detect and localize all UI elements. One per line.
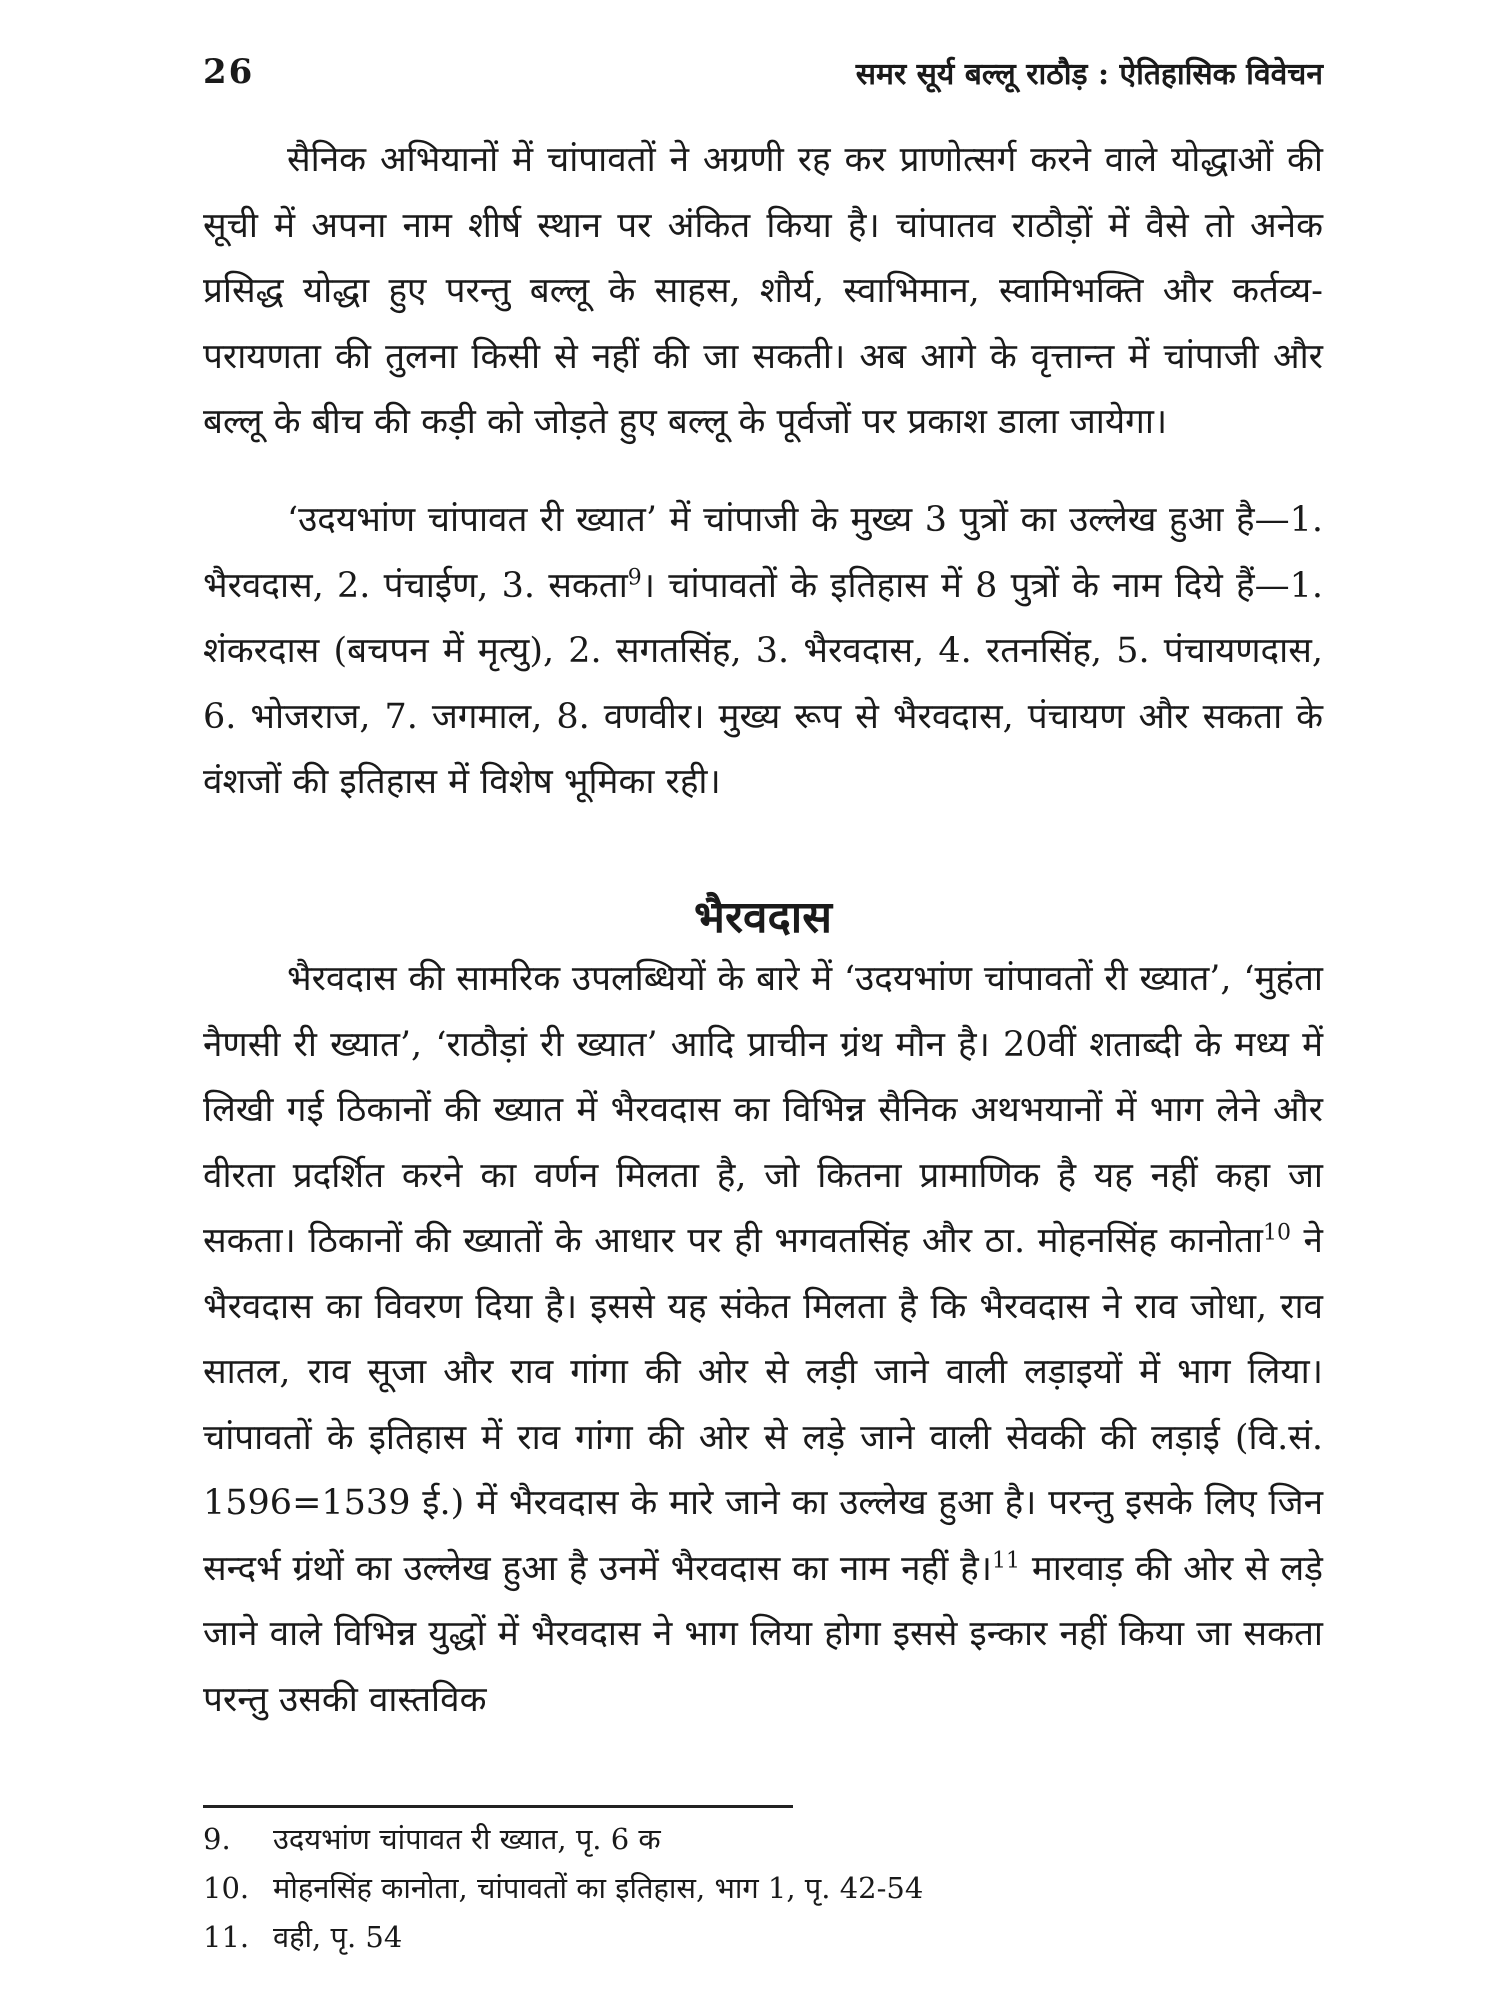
- section-heading: भैरवदास: [694, 892, 832, 943]
- footnote-10: [203, 1864, 1303, 1913]
- footnote-ref-9: 9: [627, 564, 642, 590]
- paragraph-2: [203, 488, 1323, 816]
- running-title: समर सूर्य बल्लू राठौड़ : ऐतिहासिक विवेचन: [855, 57, 1323, 92]
- paragraph-3-text-a: भैरवदास की सामरिक उपलब्धियों के बारे में ‘उदयभांण चांपावतों री ख्यात’, ‘मुहंता नैणसी री ख्यात’, ‘राठौड़ां री ख्यात’ आदि प्राचीन ग्रंथ मौन है। 20वीं शताब्दी के मध्य में लिखी गई ठिकानों की ख्यात में भैरवदास का विभिन्न सैनिक अथभयानों में भाग लेने और वीरता प्रदर्शित करने का वर्णन मिलता है, जो कितना प्रामाणिक है यह नहीं कहा जा सकता। ठिकानों की ख्यातों के आधार पर ही भगवतसिंह और ठा. मोहनसिंह कानोता: [203, 959, 1323, 1261]
- paragraph-1: [203, 128, 1323, 456]
- paragraph-2-text-b: । चांपावतों के इतिहास में 8 पुत्रों के नाम दिये हैं—1. शंकरदास (बचपन में मृत्यु), 2. सगतसिंह, 3. भैरवदास, 4. रतनसिंह, 5. पंचायणदास, 6. भोजराज, 7. जगमाल, 8. वणवीर। मुख्य रूप से भैरवदास, पंचायण और सकता के वंशजों की इतिहास में विशेष भूमिका रही।: [203, 565, 1323, 802]
- footnote-11: [203, 1913, 1303, 1962]
- footnote-text: वही, पृ. 54: [273, 1920, 403, 1954]
- footnote-text: मोहनसिंह कानोता, चांपावतों का इतिहास, भाग 1, पृ. 42-54: [273, 1871, 924, 1905]
- paragraph-3-text-c: मारवाड़ की ओर से लड़े जाने वाले विभिन्न युद्धों में भैरवदास ने भाग लिया होगा इससे इन्कार नहीं किया जा सकता परन्तु उसकी वास्तविक: [203, 1548, 1323, 1720]
- paragraph-3: [203, 947, 1323, 1733]
- page-number: 26: [203, 52, 255, 92]
- footnote-9: [203, 1815, 1303, 1864]
- paragraph-2-text-a: ‘उदयभांण चांपावत री ख्यात’ में चांपाजी के मुख्य 3 पुत्रों का उल्लेख हुआ है—1. भैरवदास, 2. पंचाईण, 3. सकता: [203, 500, 1323, 606]
- footnote-number: 11.: [203, 1920, 250, 1954]
- footnotes: [203, 1815, 1303, 1962]
- paragraph-3-text-b: ने भैरवदास का विवरण दिया है। इससे यह संकेत मिलता है कि भैरवदास ने राव जोधा, राव सातल, राव सूजा और राव गांगा की ओर से लड़ी जाने वाली लड़ाइयों में भाग लिया। चांपावतों के इतिहास में राव गांगा की ओर से लड़े जाने वाली सेवकी की लड़ाई (वि.सं. 1596=1539 ई.) में भैरवदास के मारे जाने का उल्लेख हुआ है। परन्तु इसके लिए जिन सन्दर्भ ग्रंथों का उल्लेख हुआ है उनमें भैरवदास का नाम नहीं है।: [203, 1221, 1323, 1589]
- footnote-ref-11: 11: [991, 1547, 1020, 1573]
- footnote-text: उदयभांण चांपावत री ख्यात, पृ. 6 क: [273, 1822, 661, 1856]
- paragraph-1-text: सैनिक अभियानों में चांपावतों ने अग्रणी रह कर प्राणोत्सर्ग करने वाले योद्धाओं की सूची में अपना नाम शीर्ष स्थान पर अंकित किया है। चांपातव राठौड़ों में वैसे तो अनेक प्रसिद्ध योद्धा हुए परन्तु बल्लू के साहस, शौर्य, स्वाभिमान, स्वामिभक्ति और कर्तव्य-परायणता की तुलना किसी से नहीं की जा सकती। अब आगे के वृत्तान्त में चांपाजी और बल्लू के बीच की कड़ी को जोड़ते हुए बल्लू के पूर्वजों पर प्रकाश डाला जायेगा।: [203, 140, 1323, 442]
- footnote-ref-10: 10: [1263, 1220, 1291, 1246]
- footnote-divider: [203, 1805, 793, 1808]
- footnote-number: 10.: [203, 1871, 250, 1905]
- page-header: [203, 52, 1323, 102]
- footnote-number: 9.: [203, 1822, 231, 1856]
